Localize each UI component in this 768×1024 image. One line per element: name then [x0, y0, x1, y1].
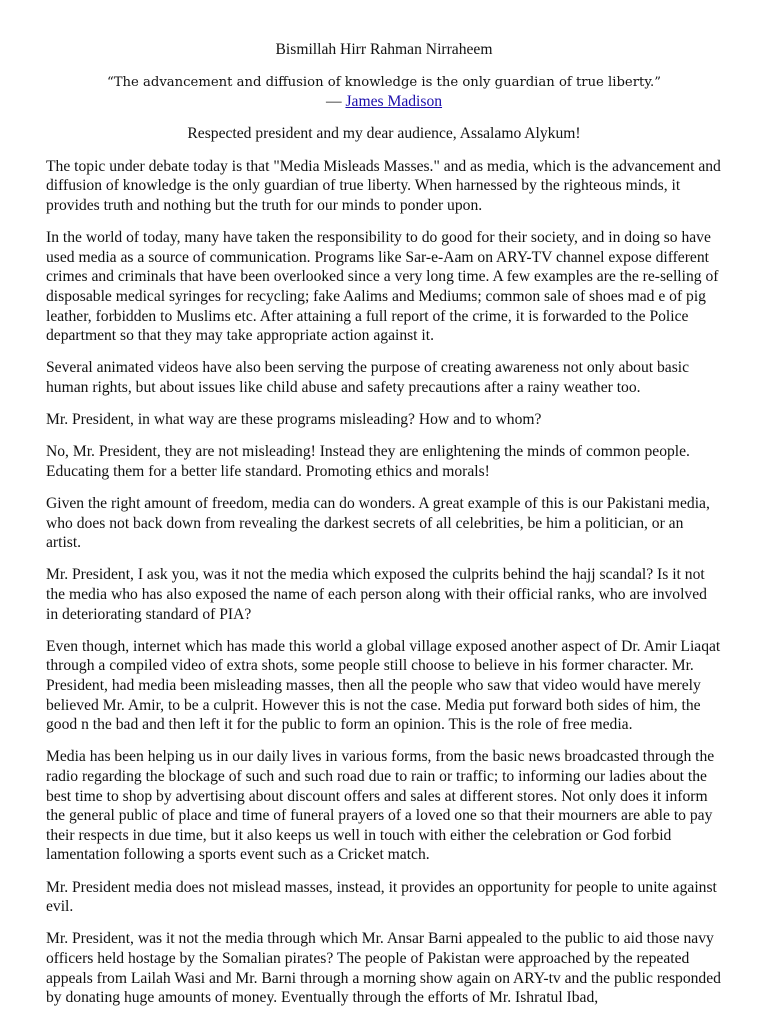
- paragraph: Mr. President, in what way are these programs misleading? How and to whom?: [46, 411, 542, 429]
- paragraph: Media has been helping us in our daily lives in various forms, from the basic news broadcasted through the radio regarding the blockage of such and such road due to rain or traffic; to informing our ladies about the best time to shop by advertising about discount offers and sales at different stores. Not only does it inform the general public of place and time of funeral prayers of a loved one so that their mourners are able to pay their respects in due time, but it also keeps us well in touch with either the celebration or God forbid lamentation following a sports event such as a Cricket match.: [46, 748, 715, 864]
- greeting: Respected president and my dear audience, Assalamo Alykum!: [187, 125, 581, 143]
- paragraph: Several animated videos have also been serving the purpose of creating awareness not only about basic human rights, but about issues like child abuse and safety precautions after a rainy weather too.: [46, 359, 690, 396]
- paragraph: Mr. President, I ask you, was it not the media which exposed the culprits behind the hajj scandal? Is it not the media who has also exposed the name of each person along with their official ranks, who are involved in deteriorating standard of PIA?: [46, 566, 707, 623]
- paragraph: Even though, internet which has made this world a global village exposed another aspect of Dr. Amir Liaqat through a compiled video of extra shots, some people still choose to believe in his former character. Mr. President, had media been misleading masses, then all the people who saw that video would have merely believed Mr. Amir, to be a culprit. However this is not the case. Media put forward both sides of him, the good n the bad and then left it for the public to form an opinion. This is the role of free media.: [46, 637, 721, 734]
- james-madison-link[interactable]: James Madison: [345, 92, 443, 110]
- document-page: [46, 40, 722, 1020]
- paragraph: No, Mr. President, they are not misleading! Instead they are enlightening the minds of common people. Educating them for a better life standard. Promoting ethics and morals!: [46, 443, 690, 480]
- paragraph: Given the right amount of freedom, media can do wonders. A great example of this is our Pakistani media, who does not back down from revealing the darkest secrets of all celebrities, be him a politician, or an artist.: [46, 495, 710, 552]
- paragraph: Mr. President media does not mislead masses, instead, it provides an opportunity for people to unite against evil.: [46, 878, 717, 916]
- paragraph: The topic under debate today is that "Media Misleads Masses." and as media, which is the advancement and diffusion of knowledge is the only guardian of true liberty. When harnessed by the righteous minds, it provides truth and nothing but the truth for our minds to ponder upon.: [46, 157, 721, 214]
- quote-attribution: [46, 92, 722, 112]
- paragraph: In the world of today, many have taken the responsibility to do good for their society, and in doing so have used media as a source of communication. Programs like Sar-e-Aam on ARY-TV channel expose different crimes and criminals that have been overlooked since a very long time. A few examples are the re-selling of disposable medical syringes for recycling; fake Aalims and Mediums; common sale of shoes mad e of pig leather, forbidden to Muslims etc. After attaining a full report of the crime, it is forwarded to the Police department so that they may take appropriate action against it.: [46, 229, 719, 345]
- paragraph: Mr. President, was it not the media through which Mr. Ansar Barni appealed to the public to aid those navy officers held hostage by the Somalian pirates? The people of Pakistan were approached by the repeated appeals from Lailah Wasi and Mr. Barni through a morning show again on ARY-tv and the public responded by donating huge amounts of money. Eventually through the efforts of Mr. Ishratul Ibad,: [46, 930, 721, 1007]
- epigraph-quote: “The advancement and diffusion of knowledge is the only guardian of true liberty.”: [107, 74, 661, 90]
- bismillah-heading: Bismillah Hirr Rahman Nirraheem: [275, 41, 493, 58]
- attribution-dash: —: [325, 92, 346, 110]
